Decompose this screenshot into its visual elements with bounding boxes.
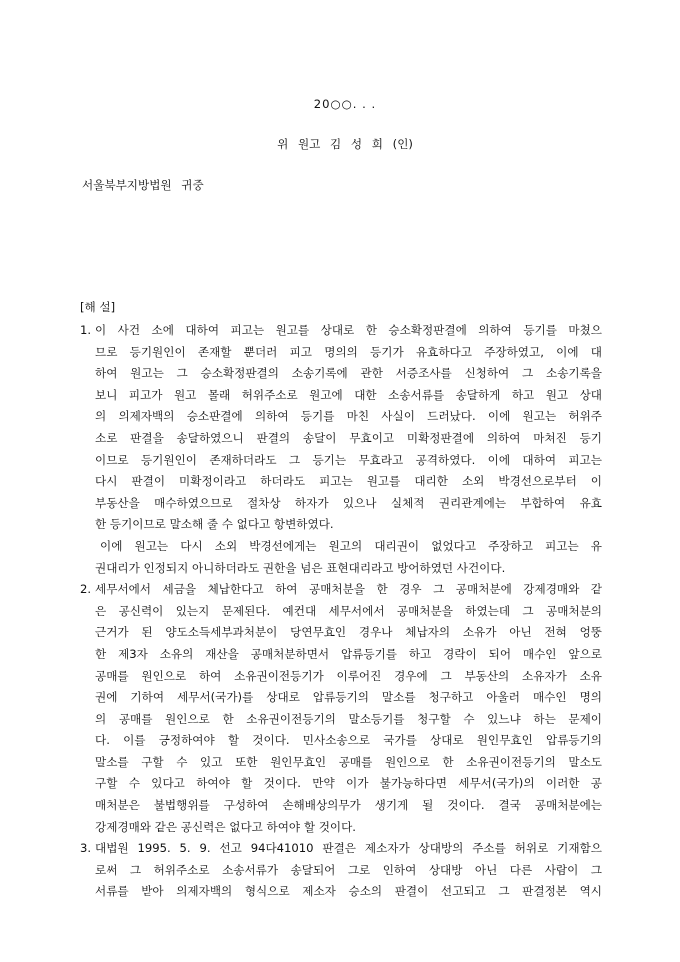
item-line: 근거가 된 양도소득세부과처분이 당연무효인 경우나 체납자의 소유가 아닌 전혀 엉뚱 — [95, 625, 602, 640]
item-line: 의 의제자백의 승소판결에 의하여 등기를 마친 사실이 드러났다. 이에 원고는 허위주 — [95, 409, 602, 424]
commentary-heading: [해 설] — [80, 300, 116, 314]
item-line: 강제경매와 같은 공신력은 없다고 하여야 할 것이다. — [95, 819, 356, 834]
item-line: 서류를 받아 의제자백의 형식으로 제소자 승소의 판결이 선고되고 그 판결정본 역시 — [95, 884, 602, 899]
commentary-item-1-continuation — [80, 536, 602, 579]
item-line: 대법원 1995. 5. 9. 선고 94다41010 판결은 제소자가 상대방의 주소를 허위로 기재함으 — [95, 841, 602, 856]
date-line: 20○○. . . — [313, 97, 377, 111]
item-line: 이에 원고는 다시 소외 박경선에게는 원고의 대리권이 없었다고 주장하고 피고는 유 — [100, 538, 602, 553]
item-line: 의 공매를 원인으로 한 소유권이전등기의 말소등기를 청구할 수 있느냐 하는 문제이 — [95, 711, 602, 726]
item-line: 소로 판결을 송달하였으니 판결의 송달이 무효이고 미확정판결에 의하여 마쳐진 등기 — [95, 430, 602, 445]
court-addressee: 서울북부지방법원 귀중 — [82, 178, 204, 192]
commentary-section — [80, 296, 602, 903]
item-line: 권에 기하여 세무서(국가)를 상대로 압류등기의 말소를 청구하고 아울러 매수인 명의 — [95, 690, 602, 705]
item-body — [95, 320, 602, 536]
item-line: 한 제3자 소유의 재산을 공매처분하면서 압류등기를 하고 경락이 되어 매수인 앞으로 — [95, 646, 602, 661]
item-number: 1. — [80, 323, 92, 337]
item-body — [95, 579, 602, 838]
item-line: 하여 원고는 그 승소확정판결의 소송기록에 관한 서증조사를 신청하여 그 소송기록을 — [95, 366, 602, 381]
item-line: 다시 판결이 미확정이라고 하더라도 피고는 원고를 대리한 소외 박경선으로부터 이 — [95, 474, 602, 489]
item-line: 권대리가 인정되지 아니하더라도 권한을 넘은 표현대리라고 방어하였던 사건이다. — [95, 560, 506, 575]
commentary-item-1 — [80, 320, 602, 536]
item-body — [95, 838, 602, 903]
item-number: 2. — [80, 582, 92, 597]
item-line: 세무서에서 세금을 체납한다고 하여 공매처분을 한 경우 그 공매처분에 강제경매와 같 — [95, 582, 602, 597]
item-line: 므로 등기원인이 존재할 뿐더러 피고 명의의 등기가 유효하다고 주장하였고, 이에 대 — [95, 344, 602, 359]
commentary-item-3 — [80, 838, 602, 903]
item-line: 말소를 구할 수 있고 또한 원인무효인 공매를 원인으로 한 소유권이전등기의 말소도 — [95, 754, 602, 769]
item-line: 다. 이를 긍정하여야 할 것이다. 민사소송으로 국가를 상대로 원인무효인 압류등기의 — [95, 733, 602, 748]
item-line: 이 사건 소에 대하여 피고는 원고를 상대로 한 승소확정판결에 의하여 등기를 마쳤으 — [95, 323, 602, 337]
item-line: 공매를 원인으로 하여 소유권이전등기가 이루어진 경우에 그 부동산의 소유자가 소유 — [95, 668, 602, 683]
item-line: 보니 피고가 원고 몰래 허위주소로 원고에 대한 소송서류를 송달하게 하고 원고 상대 — [95, 387, 602, 402]
item-number: 3. — [80, 841, 92, 856]
item-line: 부동산을 매수하였으므로 절차상 하자가 있으나 실체적 권리관계에는 부합하여 유효 — [95, 495, 602, 510]
item-line: 이므로 등기원인이 존재하더라도 그 등기는 무효라고 공격하였다. 이에 대하여 피고는 — [95, 452, 602, 467]
item-line: 한 등기이므로 말소해 줄 수 없다고 항변하였다. — [95, 517, 334, 532]
item-line: 매처분은 불법행위를 구성하여 손해배상의무가 생기게 될 것이다. 결국 공매처분에는 — [95, 798, 602, 813]
item-line: 은 공신력이 있는지 문제된다. 예컨대 세무서에서 공매처분을 하였는데 그 공매처분의 — [95, 603, 602, 618]
commentary-item-2 — [80, 579, 602, 838]
item-line: 구할 수 있다고 하여야 할 것이다. 만약 이가 불가능하다면 세무서(국가)의 이러한 공 — [95, 776, 602, 791]
plaintiff-signature-line: 위 원고 김 성 희 (인) — [277, 137, 413, 151]
item-line: 로써 그 허위주소로 소송서류가 송달되어 그로 인하여 상대방 아닌 다른 사람이 그 — [95, 862, 602, 877]
